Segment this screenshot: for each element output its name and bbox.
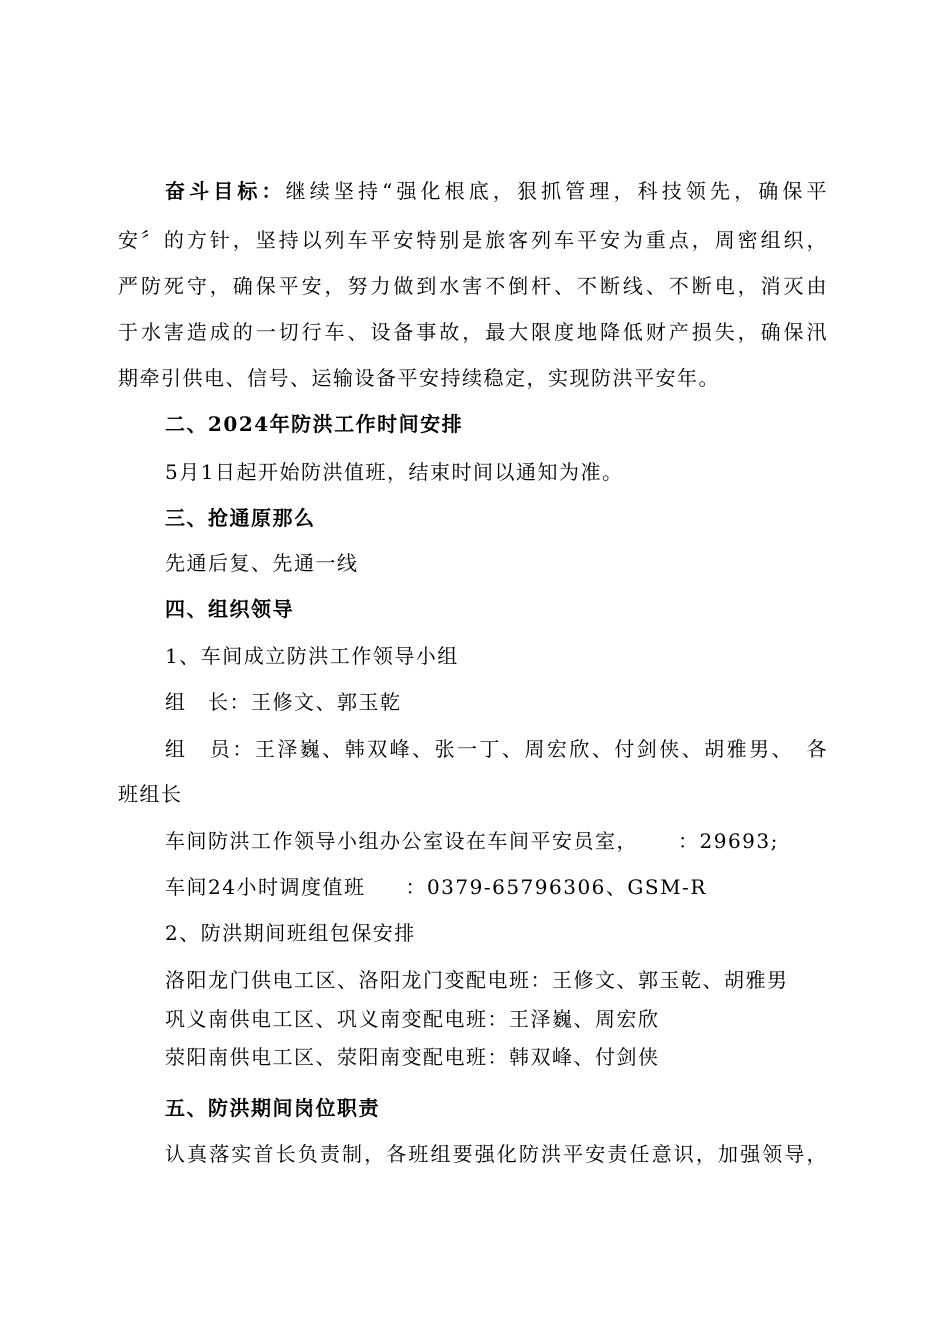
office-phone: ：29693; (678, 829, 779, 853)
dispatch-phone: ：0379-65796306、GSM-R (405, 875, 707, 899)
section5-text: 认真落实首长负责制，各班组要强化防洪平安责任意识，加强领导， (165, 1142, 828, 1166)
dispatch-line (165, 874, 828, 900)
section4-heading: 四、组织领导 (165, 597, 294, 621)
member-cont: 班组长 (118, 782, 183, 806)
assign-line-1: 洛阳龙门供电工区、洛阳龙门变配电班：王修文、郭玉乾、胡雅男 (165, 968, 789, 992)
goal-line-4: 于水害造成的一切行车、设备事故，最大限度地降低财产损失，确保汛 (118, 320, 828, 344)
goal-line-5: 期牵引供电、信号、运输设备平安持续稳定，实现防洪平安年。 (118, 366, 720, 390)
goal-line-2: 安〞的方针，坚持以列车平安特别是旅客列车平安为重点，周密组织， (118, 228, 828, 252)
leader-label: 组 长： (165, 690, 251, 714)
assign-line-3: 荥阳南供电工区、荥阳南变配电班：韩双峰、付剑侠 (165, 1045, 660, 1069)
goal-text-1: 继续坚持“强化根底，狠抓管理，科技领先，确保平 (285, 179, 828, 203)
section2-heading: 二、2024年防洪工作时间安排 (165, 412, 464, 436)
goal-line-3: 严防死守，确保平安，努力做到水害不倒杆、不断线、不断电，消灭由 (118, 274, 828, 298)
goal-line-1 (165, 178, 828, 204)
section4-sub1: 1、车间成立防洪工作领导小组 (165, 644, 459, 668)
member-label: 组 员： (165, 737, 255, 761)
section3-heading: 三、抢通原那么 (165, 506, 316, 530)
leader-names: 王修文、郭玉乾 (251, 690, 402, 714)
goal-label: 奋斗目标： (165, 179, 286, 203)
dispatch-text: 车间24小时调度值班 (165, 875, 366, 899)
section3-text: 先通后复、先通一线 (165, 551, 359, 575)
section5-heading: 五、防洪期间岗位职责 (165, 1096, 380, 1120)
office-text: 车间防洪工作领导小组办公室设在车间平安员室， (165, 829, 638, 853)
office-line (165, 828, 828, 854)
member-line (165, 736, 828, 762)
section2-text: 5月1日起开始防洪值班，结束时间以通知为准。 (165, 460, 624, 484)
assign-line-2: 巩义南供电工区、巩义南变配电班：王泽巍、周宏欣 (165, 1007, 660, 1031)
leader-line (165, 689, 828, 715)
section4-sub2: 2、防洪期间班组包保安排 (165, 921, 416, 945)
member-names: 王泽巍、韩双峰、张一丁、周宏欣、付剑侠、胡雅男、 各 (254, 737, 829, 761)
